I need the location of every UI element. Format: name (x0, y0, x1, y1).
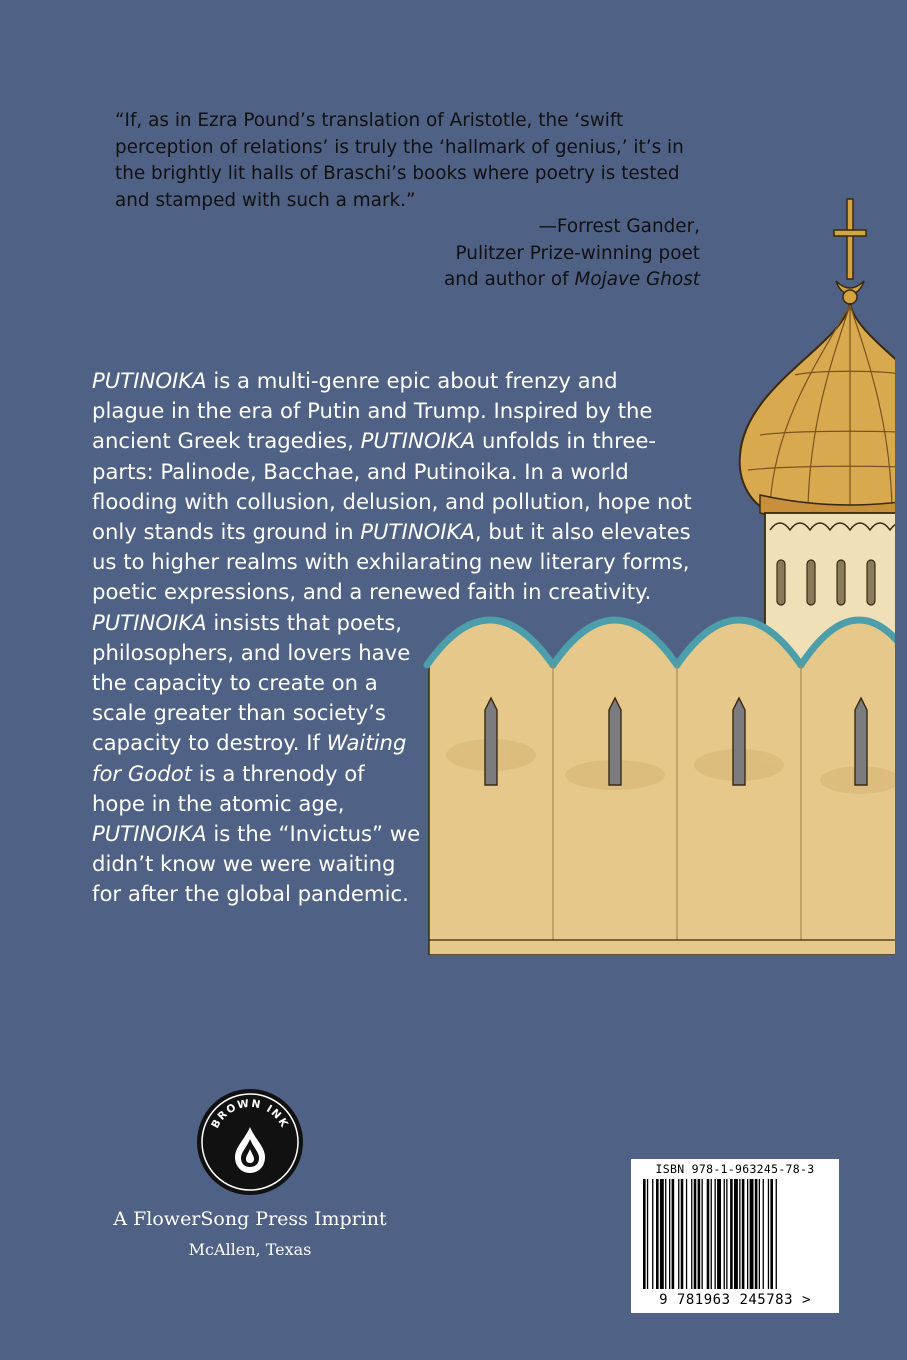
title-ref: PUTINOIKA (92, 821, 207, 847)
barcode-bar (698, 1179, 701, 1289)
description-paragraph-1 (92, 366, 692, 608)
attribution-role: Pulitzer Prize-winning poet (455, 242, 700, 264)
title-ref: PUTINOIKA (92, 609, 207, 635)
barcode-bar (742, 1179, 745, 1289)
barcode-bar (730, 1179, 733, 1289)
barcode-bar (750, 1179, 754, 1289)
attribution-author-prefix: and author of (444, 269, 575, 290)
description-text: unfolds in three-parts: Palinode, Bacchae, and Putinoika. In a world flooding with collusion, delusion, and pollution, hope not only stands its ground in (92, 428, 692, 545)
description-text: is a multi-genre epic about frenzy and plague in the era of Putin and Trump. Inspired by the ancient Greek tragedies, (92, 368, 653, 454)
imprint-place: McAllen, Texas (188, 1240, 312, 1259)
isbn-barcode (631, 1159, 839, 1313)
barcode-bar (715, 1179, 716, 1289)
barcode-bar (755, 1179, 758, 1289)
barcode-bar (726, 1179, 727, 1289)
book-description (92, 366, 692, 910)
quote-text: “If, as in Ezra Pound’s translation of Aristotle, the ‘swift perception of relations’ is truly the ‘hallmark of genius,’ it’s in the brightly lit halls of Braschi’s books where poetry is tested and stamped with such a mark.” (115, 110, 684, 211)
barcode-bar (694, 1179, 697, 1289)
barcode-bar (717, 1179, 721, 1289)
attribution-book-title: Mojave Ghost (574, 269, 700, 290)
title-ref: PUTINOIKA (360, 428, 476, 454)
barcode-bar (747, 1179, 748, 1289)
onion-dome (740, 303, 895, 523)
barcode-bar (686, 1179, 687, 1289)
barcode-bar (770, 1179, 773, 1289)
barcode-bars (631, 1159, 839, 1313)
barcode-bar (647, 1179, 648, 1289)
barcode-bar (711, 1179, 712, 1289)
description-text: insists that poets, philosophers, and lovers have the capacity to create on a scale greater than society’s capacity to destroy. If (92, 609, 411, 756)
godot-ref: Waiting for Godot (92, 730, 407, 786)
barcode-bar (763, 1179, 764, 1289)
barcode-bar (739, 1179, 740, 1289)
brown-ink-logo (195, 1087, 305, 1197)
barcode-bar (643, 1179, 646, 1289)
description-text: is a threnody of hope in the atomic age, (92, 760, 365, 816)
title-ref: PUTINOIKA (360, 519, 475, 545)
barcode-bar (665, 1179, 666, 1289)
barcode-bar (672, 1179, 675, 1289)
barcode-bar (759, 1179, 760, 1289)
barcode-bar (734, 1179, 738, 1289)
isbn-label: ISBN 978-1-963245-78-3 (655, 1162, 815, 1176)
attribution-name: —Forrest Gander, (538, 216, 700, 237)
imprint (110, 1206, 390, 1263)
barcode-bar (660, 1179, 664, 1289)
logo-ring-text: BROWN INK (209, 1097, 291, 1131)
barcode-bar (681, 1179, 684, 1289)
barcode-digits: 9 781963 245783 > (659, 1292, 811, 1308)
barcode-bar (669, 1179, 670, 1289)
barcode-bar (724, 1179, 725, 1289)
title-ref: PUTINOIKA (92, 368, 207, 393)
barcode-bar (768, 1179, 769, 1289)
description-text: , but it also elevates us to higher realms with exhilarating new literary forms, poetic expressions, and a renewed faith in creativity. (92, 519, 691, 605)
barcode-bar (678, 1179, 679, 1289)
barcode-bar (656, 1179, 659, 1289)
barcode-bar (776, 1179, 777, 1289)
barcode-bar (707, 1179, 710, 1289)
barcode-bar (652, 1179, 653, 1289)
barcode-bar (691, 1179, 692, 1289)
description-paragraph-2 (92, 608, 422, 910)
barcode-bar (702, 1179, 703, 1289)
imprint-name: A FlowerSong Press Imprint (113, 1208, 387, 1230)
cross-icon (834, 199, 866, 304)
description-text: is the “Invictus” we didn’t know we were waiting for after the global pandemic. (92, 821, 421, 907)
